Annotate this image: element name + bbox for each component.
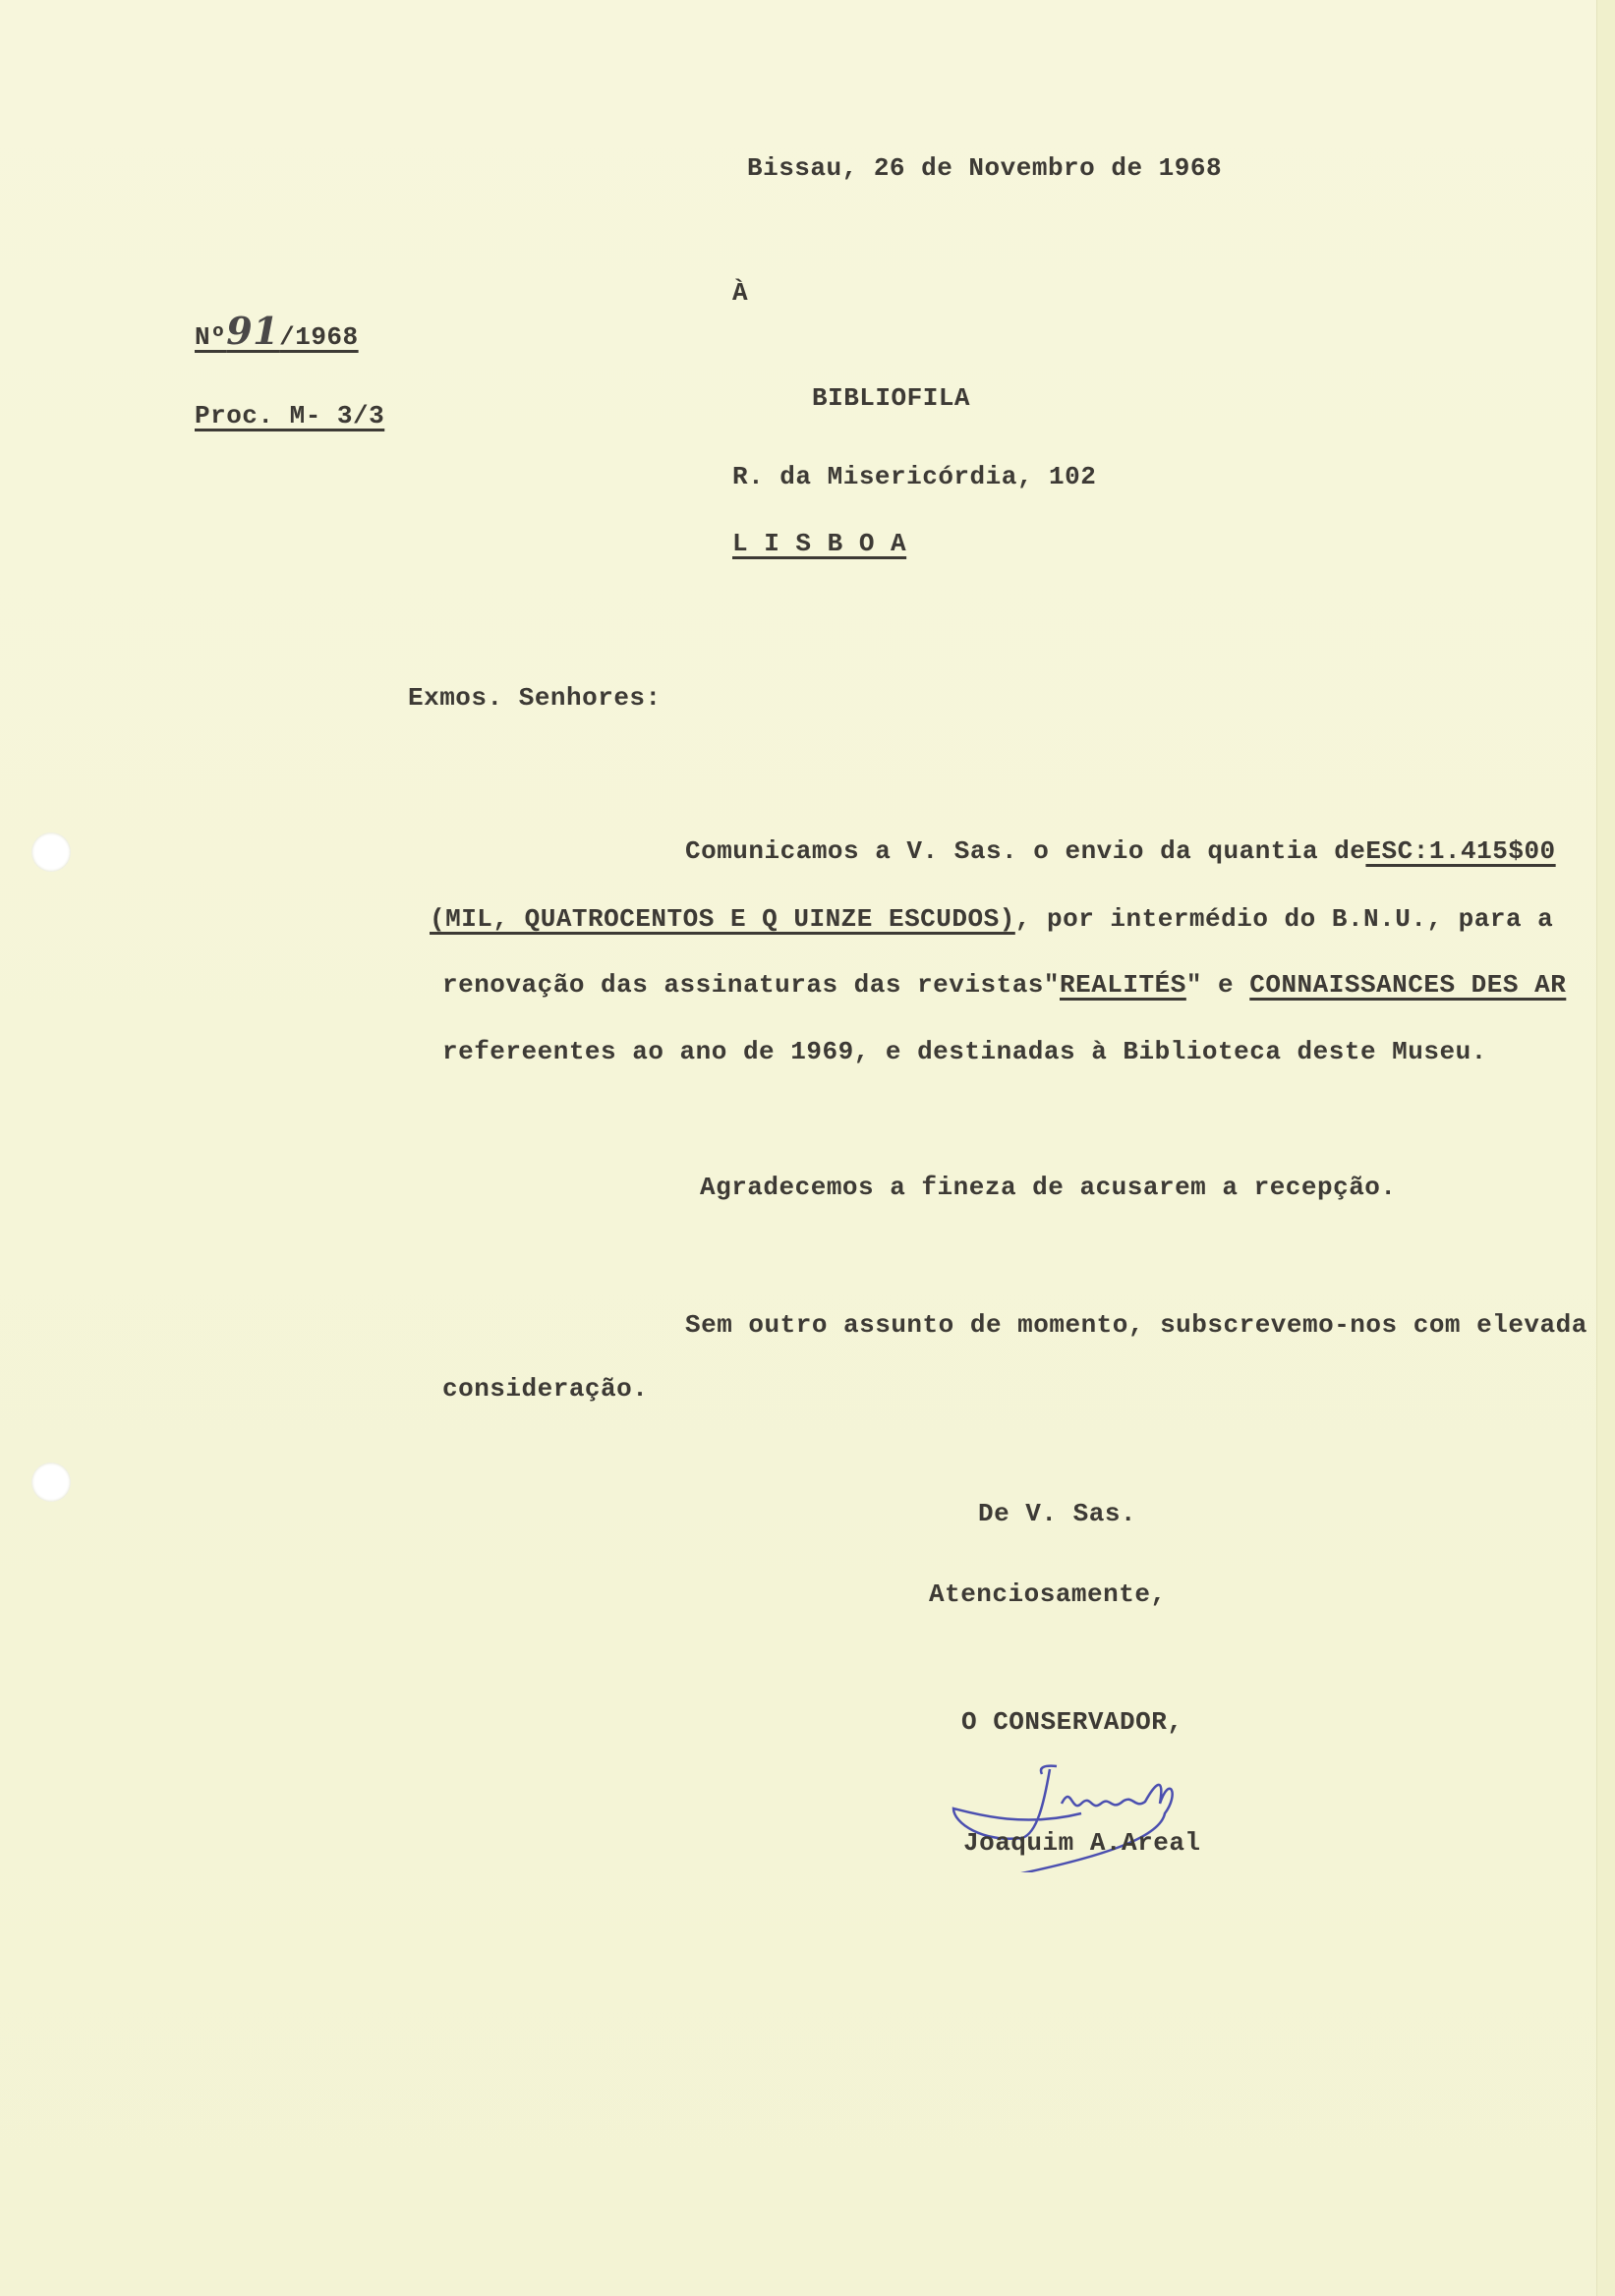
paragraph1-line2 — [430, 904, 1553, 934]
paragraph3-line2: consideração. — [442, 1374, 649, 1404]
paper-edge — [1596, 0, 1615, 2296]
paragraph1-line4: refereentes ao ano de 1969, e destinadas à Biblioteca deste Museu. — [442, 1037, 1487, 1066]
closing-line1: De V. Sas. — [978, 1499, 1137, 1528]
text: , por intermédio do B.N.U., para a — [1014, 904, 1554, 934]
reference-suffix: /1968 — [279, 322, 359, 352]
text: " e — [1185, 970, 1250, 1000]
signatory-title: O CONSERVADOR, — [961, 1707, 1183, 1737]
magazine-connaissances: CONNAISSANCES DES AR — [1249, 970, 1567, 1000]
reference-number — [195, 309, 359, 353]
recipient-city: L I S B O A — [732, 529, 907, 558]
paragraph1-line1 — [685, 836, 1556, 866]
paragraph1-line3 — [442, 970, 1566, 1000]
amount-words: (MIL, QUATROCENTOS E Q UINZE ESCUDOS) — [430, 904, 1015, 934]
process-number: Proc. M- 3/3 — [195, 401, 385, 430]
text: renovação das assinaturas das revistas" — [442, 970, 1060, 1000]
closing-line2: Atenciosamente, — [929, 1579, 1167, 1609]
punch-hole — [31, 832, 71, 872]
text: Comunicamos a V. Sas. o envio da quantia de — [685, 836, 1366, 866]
reference-prefix: Nº — [195, 322, 227, 352]
punch-hole — [31, 1463, 71, 1502]
paragraph3-line1: Sem outro assunto de momento, subscrevemo-nos com elevada — [685, 1310, 1587, 1340]
recipient-address: R. da Misericórdia, 102 — [732, 462, 1097, 491]
greeting: Exmos. Senhores: — [408, 683, 662, 713]
paragraph2: Agradecemos a fineza de acusarem a recepção. — [700, 1173, 1397, 1202]
amount: ESC:1.415$00 — [1365, 836, 1556, 866]
place-date: Bissau, 26 de Novembro de 1968 — [747, 153, 1223, 183]
reference-handwritten: 91 — [226, 309, 280, 353]
magazine-realites: REALITÉS — [1060, 970, 1186, 1000]
signatory-name: Joaquim A.Areal — [963, 1828, 1201, 1858]
recipient-name: BIBLIOFILA — [812, 383, 971, 413]
salutation-to: À — [732, 278, 749, 308]
